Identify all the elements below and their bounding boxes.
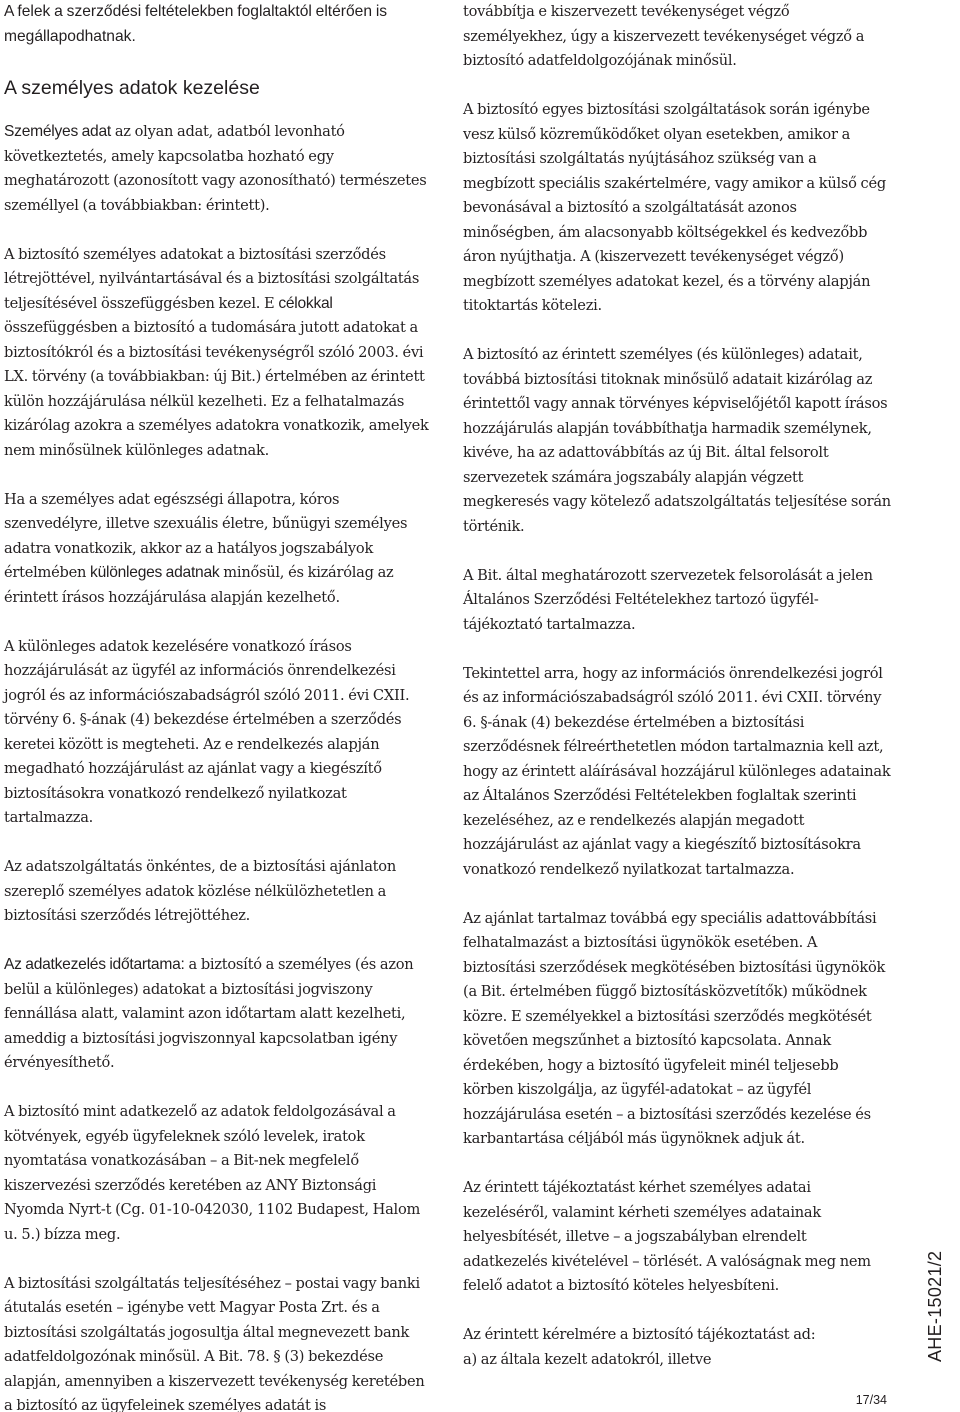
special-data-paragraph bbox=[4, 488, 432, 611]
section-heading: A személyes adatok kezelése bbox=[4, 77, 260, 99]
payment-paragraph: A biztosítási szolgáltatás teljesítéséhez – postai vagy banki átutalás esetén – igénybe vett Magyar Posta Zrt. és a biztosítási szolgáltatás jogosultja által megnevezett bank adatfeldolgozónak minősül. A Bit. 78. § (3) bekezdése alapján, amennyiben a kiszervezett tevékenység keretében a biztosító az ügyfeleinek személyes adatát is bbox=[4, 1274, 425, 1412]
processor-paragraph: A biztosító mint adatkezelő az adatok feldolgozásával a kötvények, egyéb ügyfeleknek szóló levelek, iratok nyomtatása vonatkozásában – a Bit-nek megfelelő kiszervezési szerződés keretében az ANY Biztonsági Nyomda Nyrt-t (Cg. 01-10-042030, 1102 Budapest, Halom u. 5.) bízza meg. bbox=[4, 1103, 421, 1243]
purpose-paragraph bbox=[4, 243, 432, 464]
organizations-paragraph: A Bit. által meghatározott szervezetek felsorolását a jelen Általános Szerződési Feltételekhez tartozó ügyfél-tájékoztató tartalmazza. bbox=[463, 566, 873, 633]
paragraph-text: összefüggésben a biztosító a tudomására jutott adatokat a biztosítókról és a biztosítási tevékenységről szóló 2003. évi LX. törvény (a továbbiakban: új Bit.) értelmében az érintett külön hozzájárulása nélkül kezelheti. Ez a felhatalmazás kizárólag azokra a személyes adatokra vonatkozik, amelyek nem minősülnek különleges adatnak. bbox=[4, 319, 429, 459]
right-column bbox=[463, 0, 891, 1372]
external-contributors-paragraph: A biztosító egyes biztosítási szolgáltatások során igénybe vesz külső közreműködőket olyan esetekben, amikor a biztosítási szolgáltatás nyújtásához szükség van a megbízott speciális szakértelmére, vagy amikor a külső cég bevonásával a biztosító a szolgáltatását azonos minőségben, ám alacsonyabb költségekkel és kedvezőbb áron nyújthatja. A (kiszervezett tevékenységet végző) megbízott személyes adatokat kezel, és a törvény alapján titoktartás kötelezi. bbox=[463, 101, 886, 314]
list-item: a) az általa kezelt adatokról, illetve bbox=[463, 1350, 712, 1368]
paragraph-text: Ha a személyes adat egészségi állapotra, kóros szenvedélyre, illetve szexuális életre, bűnügyi személyes adatra vonatkozik, akkor az a hatályos jogszabályok értelmében bbox=[4, 490, 408, 581]
consent-law-paragraph: Tekintettel arra, hogy az információs önrendelkezési jogról és az információszabadságról szóló 2011. évi CXII. törvény 6. §-ának (4) bekezdése értelmében a biztosítási szerződésnek félreérthetetlen módon tartalmaznia kell azt, hogy az érintett aláírásával hozzájárul különleges adatainak az Általános Szerződési Feltételekben foglaltak szerinti kezeléséhez, az e rendelkezés alapján megadott hozzájárulást az ajánlat vagy a kiegészítő biztosításokra vonatkozó rendelkező nyilatkozat tartalmazza. bbox=[463, 664, 891, 878]
continuation-paragraph: továbbítja e kiszervezett tevékenységet végző személyekhez, úgy a kiszervezett tevékenységet végző a biztosító adatfeldolgozójának minősül. bbox=[463, 3, 865, 69]
paragraph-text: minősül, és kizárólag az érintett írásos hozzájárulása alapján kezelhető. bbox=[4, 564, 394, 606]
consent-paragraph: A különleges adatok kezelésére vonatkozó írásos hozzájárulását az ügyfél az információs önrendelkezési jogról és az információszabadságról szóló 2011. évi CXII. törvény 6. §-ának (4) bekezdése értelmében a szerződés keretei között is megteheti. Az e rendelkezés alapján megadható hozzájárulást az ajánlat vagy a kiegészítő biztosításokra vonatkozó rendelkező nyilatkozat tartalmazza. bbox=[4, 637, 410, 826]
duration-paragraph bbox=[4, 953, 432, 1076]
term-label: Az adatkezelés időtartama: bbox=[4, 956, 185, 973]
paragraph-text: az olyan adat, adatból levonható következtetés, amely kapcsolatba hozható egy meghatározott (azonosított vagy azonosítható) természetes személlyel (a továbbiakban: érintett). bbox=[4, 123, 427, 214]
left-column bbox=[4, 0, 432, 1412]
agents-paragraph: Az ajánlat tartalmaz továbbá egy speciális adattovábbítási felhatalmazást a biztosítási ügynökök esetében. A biztosítási szerződések megkötésében biztosítási ügynökök (a Bit. értelmében függő biztosításközvetítők) működnek közre. E személyekkel a biztosítási szerződés megkötését követően megszűnhet a biztosító kapcsolata. Annak érdekében, hogy a biztosító ügyfeleit minél teljesebb körben kiszolgálja, az ügyfél-adatokat – az ügyfél hozzájárulása esetén – a biztosítási szerződés kezelése és karbantartása céljából más ügynöknek adjuk át. bbox=[463, 909, 886, 1147]
term-label: célokkal bbox=[278, 294, 333, 312]
data-transfer-paragraph: A biztosító az érintett személyes (és különleges) adatait, továbbá biztosítási titoknak minősülő adatait kizárólag az érintettől vagy annak törvényes képviselőjétől kapott írásos hozzájárulás alapján továbbíthatja harmadik személynek, kivéve, ha az adattovábbítás az új Bit. által felsorolt szervezetek számára jogszabály alapján végzett megkeresés vagy kötelező adatszolgáltatás teljesítése során történik. bbox=[463, 346, 891, 535]
document-code: AHE-15021/2 bbox=[925, 1250, 945, 1362]
paragraph-text: Az érintett kérelmére a biztosító tájékoztatást ad: bbox=[463, 1326, 816, 1343]
information-request-paragraph bbox=[463, 1323, 891, 1372]
paragraph-text: A biztosító személyes adatokat a biztosítási szerződés létrejöttével, nyilvántartásával és a biztosítási szolgáltatás teljesítésével összefüggésben kezel. E bbox=[4, 245, 420, 312]
rights-paragraph: Az érintett tájékoztatást kérhet személyes adatai kezeléséről, valamint kérheti személyes adatainak helyesbítését, illetve – a jogszabályban elrendelt adatkezelés kivételével – törlését. A valóságnak meg nem felelő adatot a biztosító köteles helyesbíteni. bbox=[463, 1179, 871, 1294]
page-number: 17/34 bbox=[855, 1393, 887, 1407]
term-label: különleges adatnak bbox=[90, 564, 220, 581]
term-label: Személyes adat bbox=[4, 123, 111, 140]
voluntary-paragraph: Az adatszolgáltatás önkéntes, de a biztosítási ajánlaton szereplő személyes adatok közlése nélkülözhetetlen a biztosítási szerződés létrejöttéhez. bbox=[4, 858, 396, 924]
intro-paragraph: A felek a szerződési feltételekben foglaltaktól eltérően is megállapodhatnak. bbox=[4, 3, 388, 45]
personal-data-definition bbox=[4, 120, 432, 218]
paragraph-text: a biztosító a személyes (és azon belül a különleges) adatokat a biztosítási jogviszony fennállása alatt, valamint azon időtartam alatt kezelheti, ameddig a biztosítási jogviszonnyal kapcsolatban igény érvényesíthető. bbox=[4, 956, 414, 1071]
